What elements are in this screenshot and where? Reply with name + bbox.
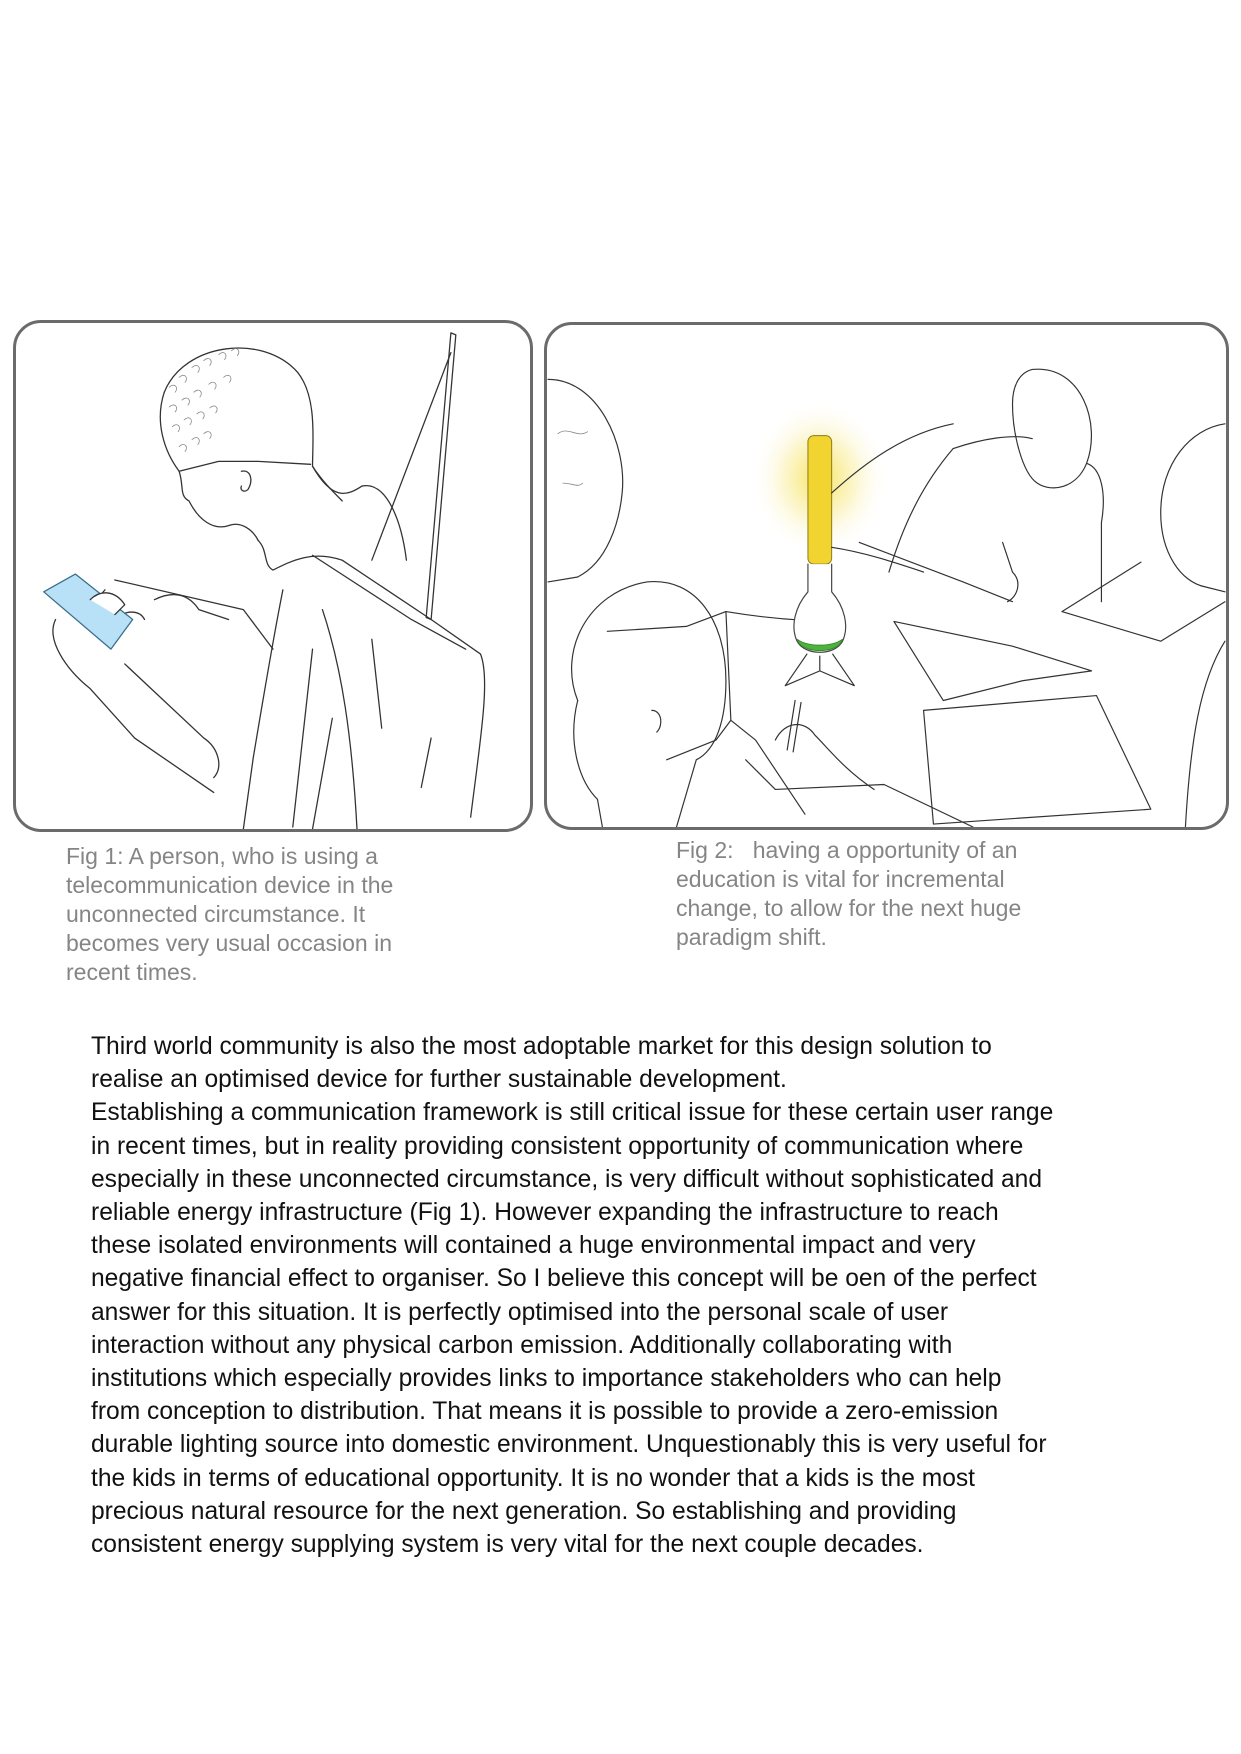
body-line: precious natural resource for the next generation. So establishing and providing [91, 1497, 957, 1525]
body-line: answer for this situation. It is perfectly optimised into the personal scale of user [91, 1298, 949, 1326]
body-line: durable lighting source into domestic environment. Unquestionably this is very useful for [91, 1431, 1047, 1459]
body-line: consistent energy supplying system is very vital for the next couple decades. [91, 1531, 924, 1559]
figure-1-caption [66, 842, 486, 987]
body-line: interaction without any physical carbon emission. Additionally collaborating with [91, 1331, 953, 1359]
body-line: especially in these unconnected circumstance, is very difficult without sophisticated and [91, 1165, 1043, 1193]
figure-2-caption [676, 836, 1076, 952]
caption-line: change, to allow for the next huge [676, 895, 1022, 921]
body-line: institutions which especially provides links to importance stakeholders who can help [91, 1365, 1002, 1393]
caption-line: Fig 2: having a opportunity of an [676, 837, 1018, 863]
body-line: these isolated environments will contained a huge environmental impact and very [91, 1232, 976, 1260]
caption-line: Fig 1: A person, who is using a [66, 843, 378, 869]
body-line: Third world community is also the most adoptable market for this design solution to [91, 1033, 992, 1060]
body-line: from conception to distribution. That means it is possible to provide a zero-emission [91, 1398, 999, 1426]
body-line: the kids in terms of educational opportunity. It is no wonder that a kids is the most [91, 1464, 976, 1492]
caption-line: telecommunication device in the [66, 872, 394, 898]
person-using-phone-illustration [16, 323, 530, 829]
body-line: negative financial effect to organiser. So I believe this concept will be oen of the perfect [91, 1265, 1037, 1293]
caption-line: becomes very usual occasion in [66, 930, 392, 956]
body-line: in recent times, but in reality providing consistent opportunity of communication where [91, 1132, 1024, 1160]
body-line: realise an optimised device for further sustainable development. [91, 1066, 787, 1094]
figure-2-frame [544, 322, 1229, 830]
children-studying-illustration [547, 325, 1226, 827]
caption-line: education is vital for incremental [676, 866, 1005, 892]
figure-1-frame [13, 320, 533, 832]
body-line: Establishing a communication framework is still critical issue for these certain user range [91, 1099, 1054, 1127]
caption-line: recent times. [66, 959, 198, 985]
body-line: reliable energy infrastructure (Fig 1). However expanding the infrastructure to reach [91, 1199, 999, 1227]
caption-line: paradigm shift. [676, 924, 827, 950]
body-paragraph [91, 1030, 1201, 1561]
caption-line: unconnected circumstance. It [66, 901, 366, 927]
